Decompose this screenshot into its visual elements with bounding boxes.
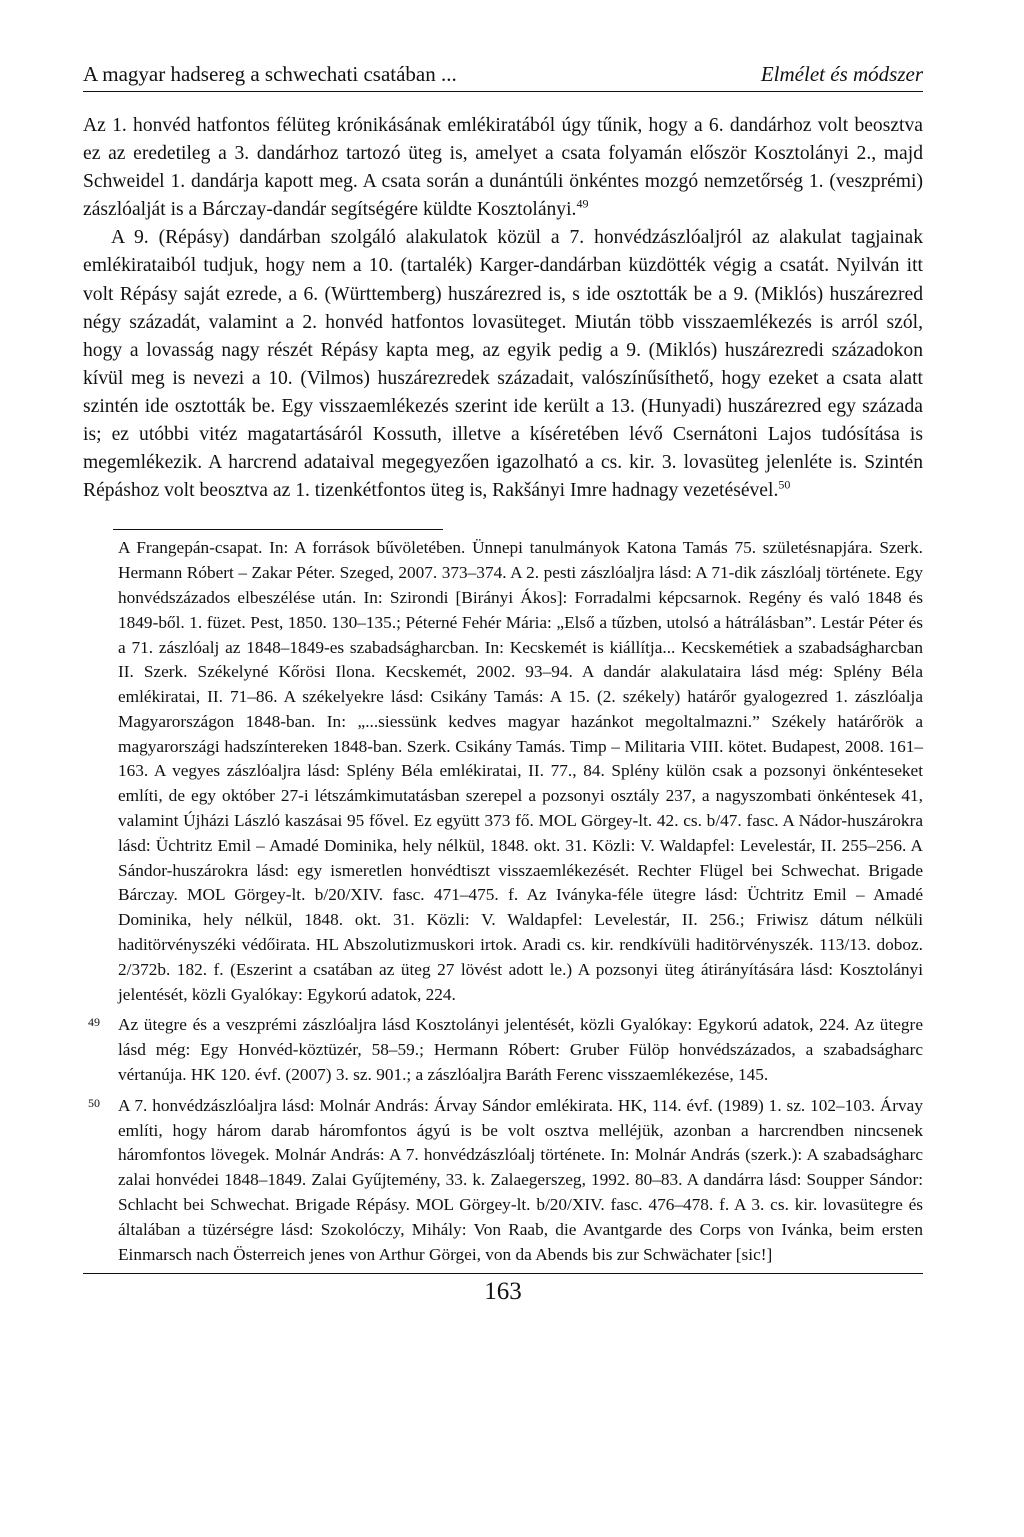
footnote-50 <box>83 1094 923 1268</box>
footnote-text: A 7. honvédzászlóaljra lásd: Molnár András: Árvay Sándor emlékirata. HK, 114. évf. (1989) 1. sz. 102–103. Árvay említi, hogy három darab háromfontos ágyú is be volt osztva melléjük, azonban a harcrendben nincsenek háromfontos lövegek. Molnár András: A 7. honvédzászlóalj története. In: Molnár András (szerk.): A szabadságharc zalai honvédei 1848–1849. Zalai Gyűjtemény, 33. k. Zalaegerszeg, 1992. 80–83. A dandárra lásd: Soupper Sándor: Schlacht bei Schwechat. Brigade Répásy. MOL Görgey-lt. b/20/XIV. fasc. 476–478. f. A 3. cs. kir. lovasütegre és általában a tüzérségre lásd: Szokolóczy, Mihály: Von Raab, die Avantgarde des Corps von Ivánka, beim ersten Einmarsch nach Österreich jenes von Arthur Görgei, von da Abends bis zur Schwächater [sic!] <box>118 1095 923 1264</box>
main-text <box>83 112 923 505</box>
footnote-ref: 49 <box>576 196 589 211</box>
footnote-49 <box>83 1013 923 1087</box>
paragraph-text: A 9. (Répásy) dandárban szolgáló alakulatok közül a 7. honvédzászlóaljról az alakulat tagjainak emlékirataiból tudjuk, hogy nem a 10. (tartalék) Karger-dandárban küzdötték végig a csatát. Nyilván itt volt Répásy saját ezrede, a 6. (Württemberg) huszárezred is, s ide osztották be a 9. (Miklós) huszárezred négy századát, valamint a 2. honvéd hatfontos lovasüteget. Miután több visszaemlékezés is arról szól, hogy a lovasság nagy részét Répásy kapta meg, az egyik pedig a 9. (Miklós) huszárezredi századokon kívül meg is nevezi a 10. (Vilmos) huszárezredek századait, valószínűsíthető, hogy ezeket a csata alatt szintén ide osztották be. Egy visszaemlékezés szerint ide került a 13. (Hunyadi) huszárezred egy százada is; ez utóbbi vitéz magatartásáról Kossuth, illetve a kíséretében lévő Csernátoni Lajos tudósítása is megemlékezik. A harcrend adataival megegyezően igazolható a cs. kir. 3. lovasüteg jelenléte is. Szintén Répáshoz volt beosztva az 1. tizenkétfontos üteg is, Rakšányi Imre hadnagy vezetésével. <box>83 227 923 502</box>
paragraph <box>83 224 923 505</box>
header-section: Elmélet és módszer <box>760 62 923 86</box>
page <box>83 62 923 1306</box>
page-number: 163 <box>484 1278 522 1306</box>
running-header <box>83 62 923 92</box>
footnote-text: Az ütegre és a veszprémi zászlóaljra lásd Kosztolányi jelentését, közli Gyalókay: Egykorú adatok, 224. Az ütegre lásd még: Egy Honvéd-köztüzér, 58–59.; Hermann Róbert: Gruber Fülöp honvédszázados, a szabadságharc vértanúja. HK 120. évf. (2007) 3. sz. 901.; a zászlóaljra Baráth Ferenc visszaemlékezése, 145. <box>118 1015 923 1085</box>
footnote-ref: 50 <box>778 477 791 492</box>
footnote-number: 49 <box>88 1015 100 1030</box>
footnote-number: 50 <box>88 1095 100 1110</box>
paragraph-text: Az 1. honvéd hatfontos félüteg krónikásának emlékiratából úgy tűnik, hogy a 6. dandárhoz volt beosztva ez az eredetileg a 3. dandárhoz tartozó üteg is, amelyet a csata folyamán először Kosztolányi 2., majd Schweidel 1. dandárja kapott meg. A csata során a dunántúli önkéntes mozgó nemzetőrség 1. (veszprémi) zászlóalját is a Bárczay-dandár segítségére küldte Kosztolányi. <box>83 115 923 221</box>
header-title: A magyar hadsereg a schwechati csatában ... <box>83 62 457 86</box>
footnote-separator <box>113 529 443 530</box>
bottom-rule <box>83 1273 923 1274</box>
footnote-text: A Frangepán-csapat. In: A források bűvöletében. Ünnepi tanulmányok Katona Tamás 75. születésnapjára. Szerk. Hermann Róbert – Zakar Péter. Szeged, 2007. 373–374. A 2. pesti zászlóaljra lásd: A 71-dik zászlóalj története. Egy honvédszázados elbeszélése után. In: Szirondi [Birányi Ákos]: Forradalmi képcsarnok. Regény és való 1848 és 1849-ből. 1. füzet. Pest, 1850. 130–135.; Péterné Fehér Mária: „Első a tűzben, utolsó a hátrálásban”. Lestár Péter és a 71. zászlóalj az 1848–1849-es szabadságharcban. In: Kecskemét is kiállítja... Kecskemétiek a szabadságharcban II. Szerk. Székelyné Kőrösi Ilona. Kecskemét, 2002. 93–94. A dandár alakulataira lásd még: Splény Béla emlékiratai, II. 71–86. A székelyekre lásd: Csikány Tamás: A 15. (2. székely) határőr gyalogezred 1. zászlóalja Magyarországon 1848-ban. In: „...siessünk kedves magyar hazánkot megoltalmazni.” Székely határőrök a magyarországi hadszíntereken 1848-ban. Szerk. Csikány Tamás. Timp – Militaria VIII. kötet. Budapest, 2008. 161–163. A vegyes zászlóaljra lásd: Splény Béla emlékiratai, II. 77., 84. Splény külön csak a pozsonyi önkénteseket említi, de egy október 27-i létszámkimutatásban szerepel a pozsonyi osztály 237, a nagyszombati önkéntesek 41, valamint Újházi László kaszásai 95 fővel. Ez együtt 373 fő. MOL Görgey-lt. 42. cs. b/47. fasc. A Nádor-huszárokra lásd: Üchtritz Emil – Amadé Dominika, hely nélkül, 1848. okt. 31. Közli: V. Waldapfel: Levelestár, II. 255–256. A Sándor-huszárokra lásd: egy ismeretlen honvédtiszt visszaemlékezését. Rechter Flügel bei Schwechat. Brigade Bárczay. MOL Görgey-lt. b/20/XIV. fasc. 471–475. f. Az Iványka-féle ütegre lásd: Üchtritz Emil – Amadé Dominika, hely nélkül, 1848. okt. 31. Közli: V. Waldapfel: Levelestár, II. 256.; Friwisz dátum nélküli haditörvényszéki védőirata. HL Abszolutizmuskori irtok. Aradi cs. kir. rendkívüli haditörvényszék. 113/13. doboz. 2/372b. 182. f. (Eszerint a csatában az üteg 27 lövést adott le.) A pozsonyi üteg átirányítására lásd: Kosztolányi jelentését, közli Gyalókay: Egykorú adatok, 224. <box>118 538 923 1004</box>
paragraph <box>83 112 923 224</box>
footnote-continued <box>83 536 923 1007</box>
footnotes <box>83 536 923 1267</box>
